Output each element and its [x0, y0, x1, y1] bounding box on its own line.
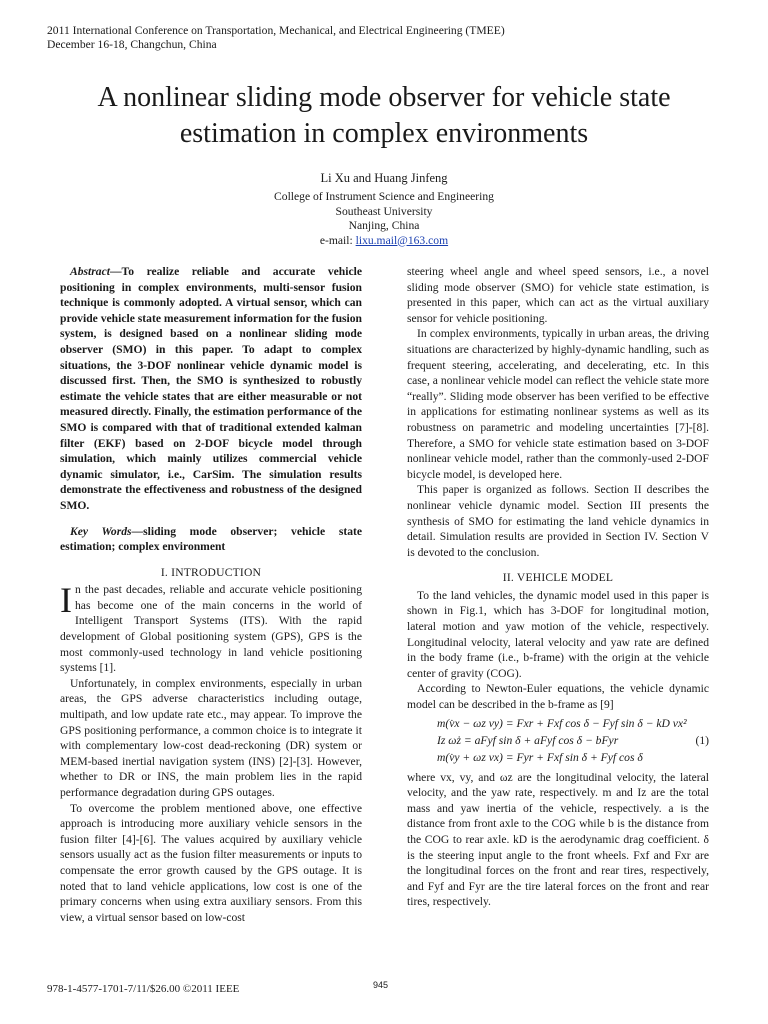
affiliation-line-3: Nanjing, China — [348, 219, 420, 232]
abstract — [60, 264, 362, 514]
section-2-heading: II. VEHICLE MODEL — [502, 571, 614, 585]
intro-paragraph-1-text: n the past decades, reliable and accurate vehicle positioning has become one of the main concerns in the world of Intelligent Transport Systems (ITS). With the rapid development of Global positioning system (GPS), GPS is the most commonly-used technology in land vehicle positioning systems [1]. — [60, 583, 362, 675]
conference-header — [47, 24, 505, 52]
abstract-dash: — — [109, 265, 122, 278]
footer-isbn: 978-1-4577-1701-7/11/$26.00 ©2011 IEEE — [47, 983, 240, 995]
equation-line-1: m(v̇x − ωz vy) = Fxr + Fxf cos δ − Fyf sin δ − kD vx² — [437, 716, 687, 730]
email-label: e-mail: — [319, 233, 356, 247]
conference-line-1: 2011 International Conference on Transportation, Mechanical, and Electrical Engineering (TMEE) — [47, 24, 505, 37]
equation-block — [407, 716, 709, 766]
keywords-text: sliding mode observer; vehicle state estimation; complex environment — [60, 524, 362, 554]
authors: Li Xu and Huang Jinfeng — [320, 171, 448, 185]
paper-title — [0, 80, 768, 152]
right-column — [407, 264, 709, 910]
affiliation — [0, 190, 768, 248]
model-paragraph-1: To the land vehicles, the dynamic model used in this paper is shown in Fig.1, which has 3-DOF for longitudinal motion, lateral motion and yaw motion of the vehicle, respectively. Longitudinal velocity, lateral velocity and yaw rate are defined in the body frame (i.e., b-frame) with the origin at the vehicle center of gravity (COG). — [407, 588, 709, 680]
conference-line-2: December 16-18, Changchun, China — [47, 38, 217, 51]
intro-paragraph-2: Unfortunately, in complex environments, especially in urban areas, the GPS adverse characteristics including outage, multipath, and low update rate etc., may appear. To improve the GPS positioning performance, a common choice is to integrate it with complementary low-cost dead-reckoning (DR) system or MEM-based inertial navigation system (INS) [2]-[3]. However, whether to DR or INS, the main problem lies in the rapid performance degradation during GPS outages. — [60, 676, 362, 799]
model-paragraph-3: where vx, vy, and ωz are the longitudinal velocity, the lateral velocity, and the yaw rate, respectively. m and Iz are the total mass and yaw inertia of the vehicle, respectively. a is the distance from front axle to the COG while b is the distance from the COG to rear axle. kD is the aerodynamic drag coefficient. δ is the steering input angle to the front wheels. Fxf and Fxr are the longitudinal forces on the front and rear tires, respectively, and Fyf and Fyr are the tire lateral forces on the front and rear tires, respectively. — [407, 770, 709, 909]
intro-paragraph-3-cont: steering wheel angle and wheel speed sensors, i.e., a novel sliding mode observer (SMO) for vehicle state estimation, is presented in this paper, which can act as the virtual auxiliary sensor for vehicle positioning. — [407, 265, 709, 325]
equation-line-2: Iz ω̇z = aFyf sin δ + aFyf cos δ − bFyr — [437, 733, 619, 747]
equation-number: (1) — [695, 733, 709, 747]
page-number: 945 — [373, 980, 389, 990]
abstract-text: To realize reliable and accurate vehicle positioning in complex environments, multi-sensor fusion technique is commonly adopted. A virtual sensor, which can provide vehicle state measurement information for the fusion system, is designed based on a nonlinear sliding mode observer (SMO) in this paper. To adapt to complex situations, the 3-DOF nonlinear vehicle dynamic model is discussed first. Then, the SMO is synthesized to robustly estimate the vehicle states that are either measurable or not measured directly. Finally, the estimation performance of the SMO is compared with that of traditional extended kalman filter (EKF) based on 2-DOF bicycle model through simulation, which mainly utilizes commercial vehicle dynamic simulator, i.e., CarSim. The simulation results demonstrate the effectiveness and robustness of the designed SMO. — [60, 265, 362, 512]
model-paragraph-2: According to Newton-Euler equations, the vehicle dynamic model can be described in the b-frame as [9] — [407, 682, 709, 712]
intro-paragraph-3: To overcome the problem mentioned above, one effective approach is introducing more auxiliary vehicle sensors in the fusion filter [4]-[6]. The values acquired by auxiliary vehicle sensors usually act as the fusion filter measurements or inputs to compensate the error growth caused by the GPS outage. It is noted that to land vehicle applications, low cost is one of the primary concerns when using extra auxiliary sensors. From this view, a virtual sensor based on low-cost — [60, 801, 362, 924]
email-link[interactable]: lixu.mail@163.com — [355, 233, 449, 247]
intro-paragraph-4: In complex environments, typically in urban areas, the driving situations are characterized by highly-dynamic handling, such as frequent steering, accelerating, and decelerating, etc. In this case, a nonlinear vehicle model can reflect the vehicle state more “really”. Sliding mode observer has been verified to be effective in applications for estimating nonlinear systems as well as its robustness on parametric and modeling uncertainties [7]-[8]. Therefore, a SMO for vehicle state estimation based on 3-DOF nonlinear vehicle model, rather than the commonly-used 2-DOF bicycle model, is developed here. — [407, 327, 709, 481]
email-line — [0, 234, 768, 249]
keywords-label: Key Words — [70, 524, 132, 538]
title-line-1: A nonlinear sliding mode observer for vehicle state — [97, 82, 671, 113]
abstract-label: Abstract — [70, 265, 110, 278]
affiliation-line-2: Southeast University — [335, 204, 433, 218]
title-line-2: estimation in complex environments — [179, 118, 589, 149]
keywords-dash: — — [131, 524, 144, 538]
intro-paragraph-1 — [60, 582, 362, 676]
left-column — [60, 264, 362, 925]
section-1-heading: I. INTRODUCTION — [160, 565, 262, 579]
drop-cap: I — [60, 580, 72, 621]
affiliation-line-1: College of Instrument Science and Engineering — [274, 190, 494, 203]
keywords — [60, 524, 362, 555]
equation-line-3: m(v̇y + ωz vx) = Fyr + Fxf sin δ + Fyf cos δ — [437, 750, 643, 764]
intro-paragraph-5: This paper is organized as follows. Section II describes the nonlinear vehicle dynamic model. Section III presents the synthesis of SMO for estimating the land vehicle dynamics in detail. Simulation results are provided in Section IV. Section V is devoted to the conclusion. — [407, 483, 709, 559]
